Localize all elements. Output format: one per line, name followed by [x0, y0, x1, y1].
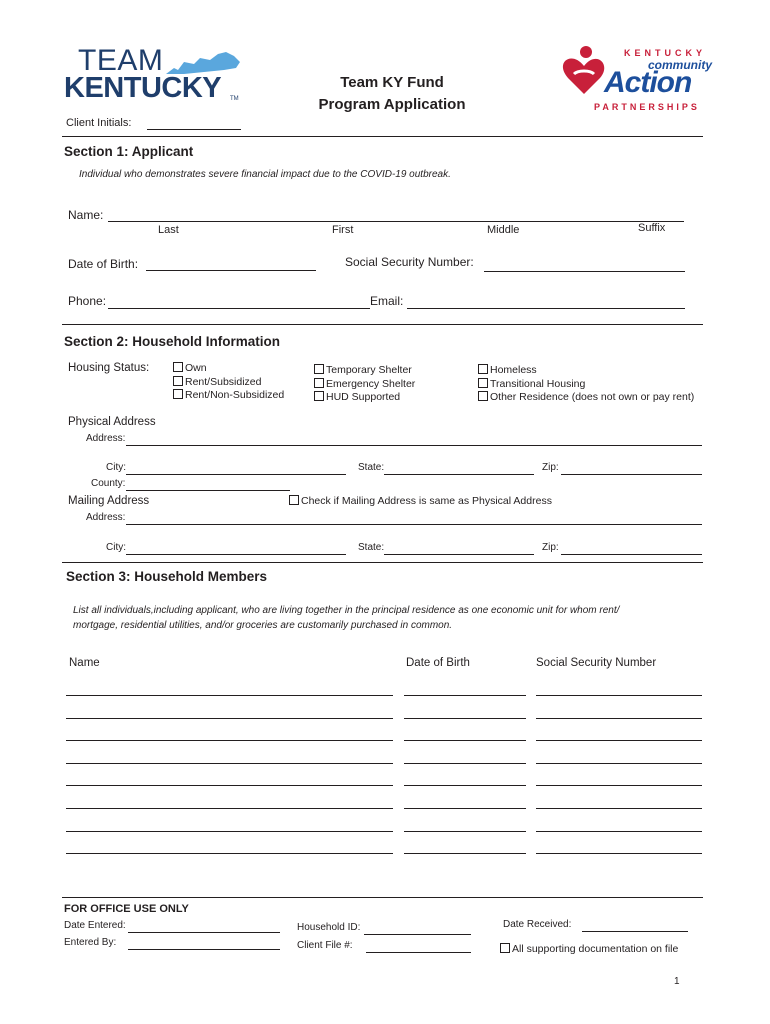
- column-header-ssn: Social Security Number: [536, 657, 657, 669]
- checkbox[interactable]: [173, 376, 183, 386]
- member-dob-field[interactable]: [404, 853, 526, 854]
- member-ssn-field[interactable]: [536, 808, 702, 809]
- checkbox[interactable]: [478, 364, 488, 374]
- mailing-state-label: State:: [358, 542, 385, 553]
- kcap-action: Action: [604, 66, 692, 99]
- housing-option-transitional[interactable]: [478, 378, 694, 392]
- section2-divider: [62, 562, 703, 563]
- ssn-label: Social Security Number:: [345, 255, 474, 269]
- dob-field[interactable]: [146, 270, 316, 271]
- member-name-field[interactable]: [66, 740, 393, 741]
- section3-instructions-line2: mortgage, residential utilities, and/or groceries are customarily purchased in common.: [73, 620, 453, 631]
- name-part-first: First: [332, 224, 354, 236]
- county-label: County:: [91, 478, 126, 489]
- member-dob-field[interactable]: [404, 808, 526, 809]
- checkbox[interactable]: [173, 389, 183, 399]
- physical-address-line-label: Address:: [86, 433, 126, 444]
- member-dob-field[interactable]: [404, 831, 526, 832]
- section2-title: Section 2: Household Information: [64, 334, 281, 349]
- housing-option-label: HUD Supported: [326, 391, 401, 403]
- member-ssn-field[interactable]: [536, 740, 702, 741]
- checkbox[interactable]: [173, 362, 183, 372]
- form-title-line2: Program Application: [318, 96, 466, 113]
- column-header-dob: Date of Birth: [406, 657, 470, 669]
- physical-state-label: State:: [358, 462, 385, 473]
- email-field[interactable]: [407, 308, 685, 309]
- housing-col1: [173, 362, 284, 403]
- physical-state-field[interactable]: [384, 474, 534, 475]
- checkbox[interactable]: [478, 378, 488, 388]
- email-label: Email:: [370, 294, 404, 308]
- client-file-field[interactable]: [366, 952, 471, 953]
- member-ssn-field[interactable]: [536, 763, 702, 764]
- member-ssn-field[interactable]: [536, 695, 702, 696]
- team-kentucky-logo: [64, 42, 244, 104]
- physical-zip-field[interactable]: [561, 474, 702, 475]
- mailing-address-field[interactable]: [126, 524, 702, 525]
- housing-col2: [314, 364, 415, 405]
- section1-title: Section 1: Applicant: [64, 144, 194, 159]
- phone-label: Phone:: [68, 294, 107, 308]
- housing-option-own[interactable]: [173, 362, 284, 376]
- member-ssn-field[interactable]: [536, 853, 702, 854]
- housing-option-label: Homeless: [490, 364, 537, 376]
- name-part-suffix: Suffix: [638, 222, 666, 234]
- checkbox[interactable]: [314, 378, 324, 388]
- member-name-field[interactable]: [66, 718, 393, 719]
- physical-city-label: City:: [106, 462, 126, 473]
- member-ssn-field[interactable]: [536, 718, 702, 719]
- physical-zip-label: Zip:: [542, 462, 559, 473]
- member-name-field[interactable]: [66, 763, 393, 764]
- housing-option-label: Rent/Subsidized: [185, 375, 262, 388]
- client-initials-field[interactable]: [147, 129, 241, 130]
- housing-option-label: Temporary Shelter: [326, 364, 412, 376]
- date-received-field[interactable]: [582, 931, 688, 932]
- member-dob-field[interactable]: [404, 763, 526, 764]
- housing-option-label: Other Residence (does not own or pay rent): [490, 391, 695, 403]
- checkbox[interactable]: [478, 391, 488, 401]
- mailing-zip-field[interactable]: [561, 554, 702, 555]
- date-entered-label: Date Entered:: [64, 920, 126, 931]
- section3-instructions-line1: List all individuals,including applicant, who are living together in the principal residence as one economic unit for whom rent/: [73, 605, 620, 616]
- member-dob-field[interactable]: [404, 718, 526, 719]
- kcap-partnerships: PARTNERSHIPS: [594, 102, 700, 112]
- member-dob-field[interactable]: [404, 740, 526, 741]
- mailing-city-label: City:: [106, 542, 126, 553]
- form-title-line1: Team KY Fund: [340, 74, 444, 91]
- client-initials-label: Client Initials:: [66, 117, 132, 129]
- same-address-label: Check if Mailing Address is same as Physical Address: [301, 495, 552, 507]
- date-received-label: Date Received:: [503, 919, 572, 930]
- member-ssn-field[interactable]: [536, 785, 702, 786]
- documentation-label: All supporting documentation on file: [512, 943, 679, 955]
- housing-option-label: Emergency Shelter: [326, 377, 416, 390]
- mailing-address-label: Mailing Address: [68, 495, 150, 507]
- housing-option-label: Transitional Housing: [490, 377, 586, 390]
- documentation-option[interactable]: [500, 943, 678, 957]
- checkbox[interactable]: [314, 391, 324, 401]
- name-part-middle: Middle: [487, 224, 520, 236]
- mailing-city-field[interactable]: [126, 554, 346, 555]
- member-ssn-field[interactable]: [536, 831, 702, 832]
- housing-option-emergency-shelter[interactable]: [314, 378, 415, 392]
- housing-option-other-residence[interactable]: [478, 391, 694, 405]
- housing-col3: [478, 364, 694, 405]
- page-number: 1: [674, 976, 680, 987]
- housing-option-hud-supported[interactable]: [314, 391, 415, 405]
- member-name-field[interactable]: [66, 853, 393, 854]
- logo-team-text: TEAM: [78, 44, 164, 77]
- checkbox[interactable]: [289, 495, 299, 505]
- ssn-field[interactable]: [484, 271, 685, 272]
- member-name-field[interactable]: [66, 695, 393, 696]
- office-divider: [62, 897, 703, 898]
- housing-status-label: Housing Status:: [68, 362, 150, 374]
- member-name-field[interactable]: [66, 831, 393, 832]
- phone-field[interactable]: [108, 308, 370, 309]
- member-dob-field[interactable]: [404, 785, 526, 786]
- member-dob-field[interactable]: [404, 695, 526, 696]
- housing-option-rent-subsidized[interactable]: [173, 376, 284, 390]
- name-field[interactable]: [108, 221, 684, 222]
- section1-divider: [62, 324, 703, 325]
- header-divider: [62, 136, 703, 137]
- housing-option-label: Rent/Non-Subsidized: [185, 389, 285, 401]
- same-address-option[interactable]: [289, 495, 552, 509]
- physical-city-field[interactable]: [126, 474, 346, 475]
- name-part-last: Last: [158, 224, 179, 236]
- checkbox[interactable]: [314, 364, 324, 374]
- entered-by-label: Entered By:: [64, 937, 117, 948]
- section1-subtitle: Individual who demonstrates severe financial impact due to the COVID-19 outbreak.: [79, 169, 451, 180]
- name-label: Name:: [68, 208, 104, 222]
- logo-tm: TM: [230, 96, 239, 102]
- form-title: [300, 72, 484, 116]
- client-file-label: Client File #:: [297, 940, 353, 951]
- mailing-address-line-label: Address:: [86, 512, 126, 523]
- column-header-name: Name: [69, 657, 100, 669]
- housing-option-homeless[interactable]: [478, 364, 694, 378]
- mailing-state-field[interactable]: [384, 554, 534, 555]
- household-id-label: Household ID:: [297, 922, 361, 933]
- mailing-zip-label: Zip:: [542, 542, 559, 553]
- physical-address-field[interactable]: [126, 445, 702, 446]
- kcap-kentucky: KENTUCKY: [624, 48, 707, 58]
- kcap-community: community: [648, 58, 713, 72]
- date-entered-field[interactable]: [128, 932, 280, 933]
- housing-option-rent-non-subsidized[interactable]: [173, 389, 284, 403]
- office-use-title: FOR OFFICE USE ONLY: [64, 903, 189, 915]
- checkbox[interactable]: [500, 943, 510, 953]
- dob-label: Date of Birth:: [68, 257, 139, 271]
- member-name-field[interactable]: [66, 785, 393, 786]
- entered-by-field[interactable]: [128, 949, 280, 950]
- household-id-field[interactable]: [364, 934, 471, 935]
- physical-address-label: Physical Address: [68, 416, 156, 428]
- county-field[interactable]: [126, 490, 290, 491]
- housing-option-temporary-shelter[interactable]: [314, 364, 415, 378]
- housing-option-label: Own: [185, 362, 207, 374]
- logo-kentucky-text: KENTUCKY: [64, 72, 222, 104]
- member-name-field[interactable]: [66, 808, 393, 809]
- kcap-logo: [560, 44, 713, 116]
- section3-title: Section 3: Household Members: [66, 569, 268, 584]
